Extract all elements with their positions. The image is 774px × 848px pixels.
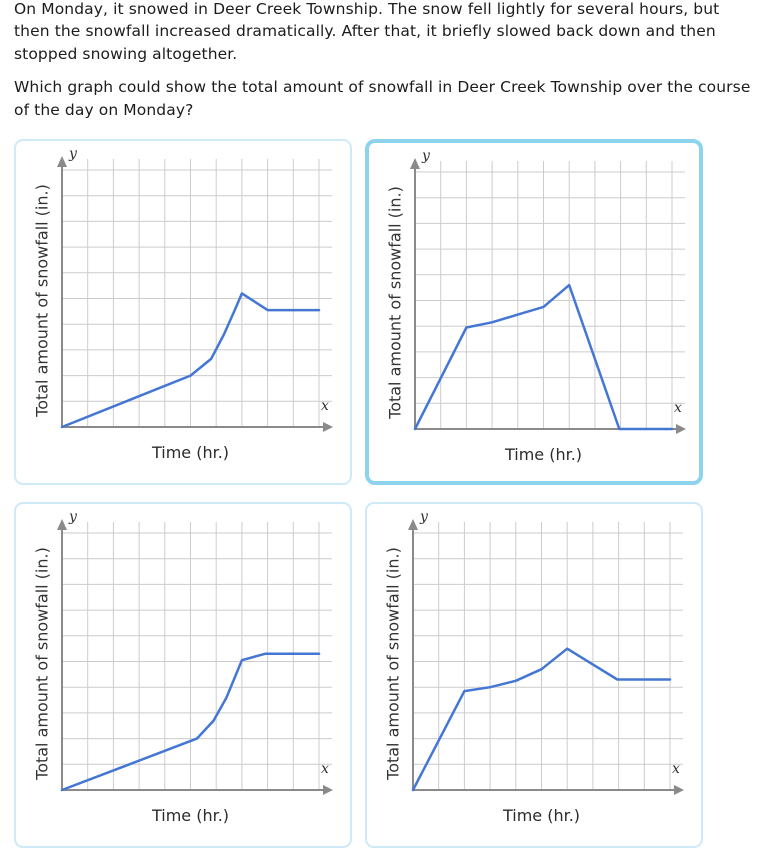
snowfall-graph bbox=[16, 141, 350, 483]
y-axis-letter: y bbox=[69, 146, 77, 163]
y-axis-title: Total amount of snowfall (in.) bbox=[385, 186, 405, 419]
y-axis-letter: y bbox=[420, 509, 428, 526]
y-axis-title: Total amount of snowfall (in.) bbox=[32, 547, 52, 780]
x-axis-title: Time (hr.) bbox=[151, 443, 230, 463]
x-axis-title: Time (hr.) bbox=[502, 806, 581, 826]
x-axis-letter: x bbox=[321, 398, 329, 415]
x-axis-letter: x bbox=[672, 761, 680, 778]
x-axis-title: Time (hr.) bbox=[504, 445, 583, 465]
graph-options bbox=[14, 139, 760, 848]
snowfall-graph bbox=[16, 504, 350, 846]
snowfall-graph bbox=[367, 504, 701, 846]
graph-option-b[interactable] bbox=[365, 139, 703, 485]
question-prompt: Which graph could show the total amount of snowfall in Deer Creek Township over the course of the day on Monday? bbox=[14, 78, 751, 119]
x-axis-letter: x bbox=[321, 761, 329, 778]
y-axis-letter: y bbox=[422, 148, 430, 165]
y-axis-letter: y bbox=[69, 509, 77, 526]
x-axis-title: Time (hr.) bbox=[151, 806, 230, 826]
graph-option-c[interactable] bbox=[14, 502, 352, 848]
snowfall-graph bbox=[369, 143, 703, 485]
graph-option-a[interactable] bbox=[14, 139, 352, 485]
x-axis-letter: x bbox=[674, 400, 682, 417]
graph-option-d[interactable] bbox=[365, 502, 703, 848]
problem-statement: On Monday, it snowed in Deer Creek Township. The snow fell lightly for several hours, but then the snowfall increased dramatically. After that, it briefly slowed back down and then stopped snowing altogether. bbox=[14, 0, 720, 63]
y-axis-title: Total amount of snowfall (in.) bbox=[383, 547, 403, 780]
y-axis-title: Total amount of snowfall (in.) bbox=[32, 184, 52, 417]
